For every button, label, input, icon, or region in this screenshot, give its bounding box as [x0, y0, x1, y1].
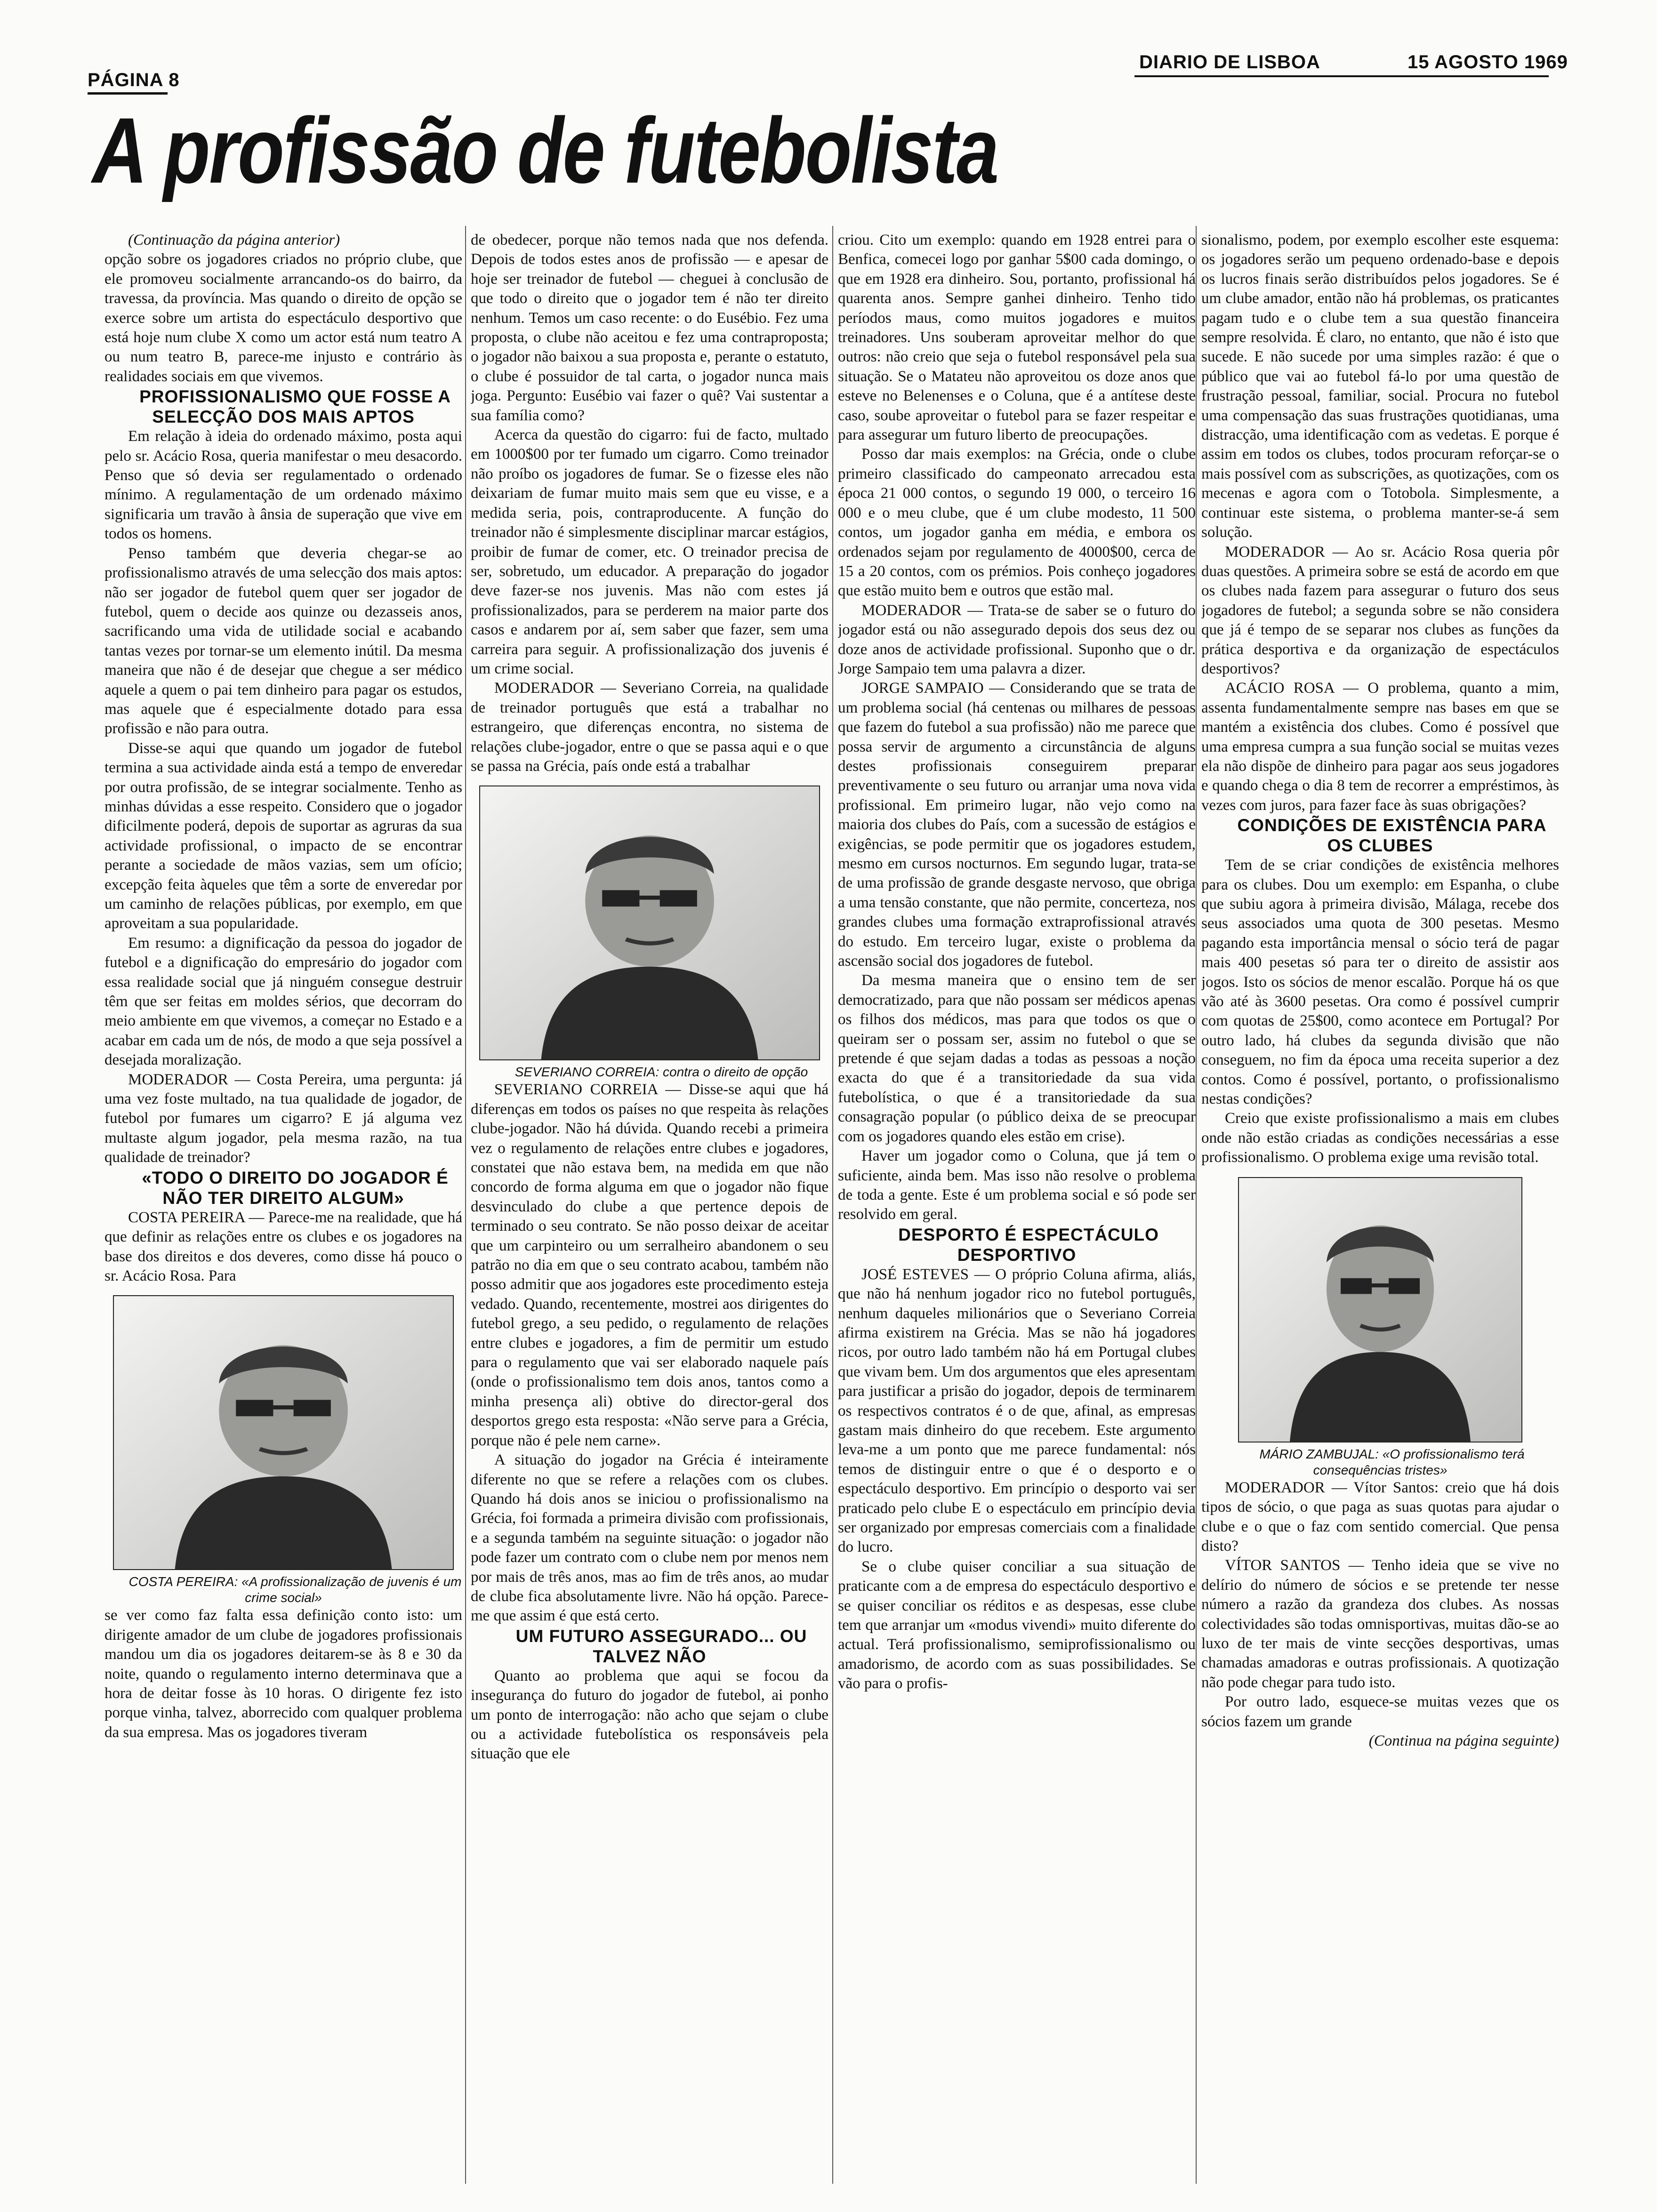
section-subheading: «TODO O DIREITO DO JOGADOR É NÃO TER DIREITO ALGUM» — [142, 1168, 449, 1208]
article-paragraph: MODERADOR — Costa Pereira, uma pergunta: já uma vez foste multado, na tua qualidade de jogador, de futebol por fumares um cigarro? E já alguma vez multaste algum jogador, pela mesma razão, na tua qualidade de treinador? — [105, 1071, 462, 1166]
article-paragraph: A situação do jogador na Grécia é inteiramente diferente no que se refere a relações com os clubes. Quando há dois anos se iniciou o profissionalismo na Grécia, foi formada a primeira divisão com profissionais, e a segunda também na seguinte situação: o jogador não pode fazer um contrato com o clube nem por menos nem por mais de três anos, mas ao fim de três anos, ao mudar de clube fica absolutamente livre. Não há opção. Parece-me que assim é que está certo. — [471, 1451, 828, 1625]
article-paragraph: MODERADOR — Severiano Correia, na qualidade de treinador português que está a trabalhar no estrangeiro, que diferenças encontra, no sistema de relações clube-jogador, entre o que se passa aqui e o que se passa na Grécia, país onde está a trabalhar — [471, 680, 828, 775]
column-divider — [465, 226, 466, 2184]
photo-caption: SEVERIANO CORREIA: contra o direito de opção — [515, 1065, 808, 1080]
article-paragraph: MODERADOR — Trata-se de saber se o futuro do jogador está ou não assegurado depois dos seus dez ou doze anos de actividade profissional. Suponho que o dr. Jorge Sampaio tem uma palavra a dizer. — [838, 601, 1196, 677]
article-paragraph: Quanto ao problema que aqui se focou da insegurança do futuro do jogador de futebol, ai ponho um ponto de interrogação: não acho que sejam o clube ou a actividade futebolística os responsáveis pela situação que ele — [471, 1667, 828, 1763]
article-paragraph: Em resumo: a dignificação da pessoa do jogador de futebol e a dignificação do empresário do jogador com essa realidade social que já ninguém consegue destruir têm que ser feitas em moldes sérios, que decorram do meio ambiente em que vivemos, a começar no Estado e a acabar em cada um de nós, de modo a que seja possível a desejada moralização. — [105, 934, 462, 1069]
costa-pereira-photo — [113, 1295, 454, 1570]
article-paragraph: MODERADOR — Ao sr. Acácio Rosa queria pôr duas questões. A primeira sobre se está de acordo em que os clubes nada fazem para assegurar o futuro dos seus jogadores de futebol; a segunda sobre se não considera que já é tempo de se separar nos clubes as funções da prática desportiva e da organização de espectáculos desportivos? — [1201, 543, 1559, 677]
article-paragraph: Tem de se criar condições de existência melhores para os clubes. Dou um exemplo: em Espanha, o clube que subiu agora à primeira divisão, Málaga, recebe dos seus associados uma quota de 300 pesetas. Mesmo pagando esta importância mensal o sócio terá de pagar mais 400 pesetas só para ter o direito de assistir aos jogos. Isto os sócios de menor escalão. Porque há os que vão até às 3600 pesetas. Ora como é possível cumprir com quotas de 25$00, como acontece em Portugal? Por outro lado, há clubes da segunda divisão que não conseguem, no fim da época uma receita superior a dez contos. Como é possível, portanto, o profissionalismo nestas condições? — [1201, 857, 1559, 1108]
article-paragraph: COSTA PEREIRA — Parece-me na realidade, que há que definir as relações entre os clubes e os jogadores na base dos direitos e dos deveres, como disse há pouco o sr. Acácio Rosa. Para — [105, 1209, 462, 1284]
issue-date: 15 AGOSTO 1969 — [1408, 52, 1568, 72]
article-paragraph: Da mesma maneira que o ensino tem de ser democratizado, para que não possam ser médicos apenas os filhos dos médicos, mas para que todos os que o queiram ser o possam ser, assim no futebol o que se pretende é que sejam dadas a todas as pessoas a noção exacta do que é a transitoriedade da sua vida futebolística, o que é a transitoriedade da sua consagração popular (o público deixa de se preocupar com os jogadores quando eles estão em crise). — [838, 972, 1196, 1145]
section-subheading: CONDIÇÕES DE EXISTÊNCIA PARA OS CLUBES — [1237, 816, 1547, 856]
article-paragraph: JORGE SAMPAIO — Considerando que se trata de um problema social (há centenas ou milhares de pessoas que fazem do futebol a sua profissão) não me parece que possa servir de argumento a circunstância de alguns destes profissionais conseguirem preparar preventivamente o seu futuro ou arranjar uma nova vida profissional. Em primeiro lugar, não vejo como na maioria dos clubes do País, com a sucessão de estágios e exigências, se pode permitir que os jogadores estudem, mesmo em cursos nocturnos. Em segundo lugar, trata-se de uma profissão de grande desgaste nervoso, que obriga a uma tensão constante, que não permite, concerteza, nos grandes clubes uma formação extraprofissional através do estudo. Em terceiro lugar, existe o problema da ascensão social dos jogadores de futebol. — [838, 680, 1196, 970]
section-subheading: UM FUTURO ASSEGURADO... OU TALVEZ NÃO — [515, 1626, 807, 1666]
article-paragraph: Em relação à ideia do ordenado máximo, posta aqui pelo sr. Acácio Rosa, queria manifestar o meu desacordo. Penso que só devia ser regulamentado o ordenado mínimo. A regulamentação de um ordenado máximo significaria um travão à ânsia de superação que vive em todos os homens. — [105, 428, 462, 543]
header-rule — [1134, 75, 1549, 77]
column-divider — [1196, 226, 1197, 2184]
article-paragraph: se ver como faz falta essa definição conto isto: um dirigente amador de um clube de jogadores profissionais mandou um dia os jogadores deitarem-se às 8 e 30 da noite, quando o regulamento interno determinava que a hora de deitar fosse às 10 horas. O dirigente fez isto porque vinha, talvez, aborrecido com qualquer problema da sua empresa. Mas os jogadores tiveram — [105, 1607, 462, 1741]
article-paragraph: MODERADOR — Vítor Santos: creio que há dois tipos de sócio, o que paga as suas quotas para ajudar o clube e o que o faz com sentido comercial. Que pensa disto? — [1201, 1479, 1559, 1555]
continuation-note: (Continua na página seguinte) — [1368, 1732, 1559, 1749]
article-paragraph: ACÁCIO ROSA — O problema, quanto a mim, assenta fundamentalmente sempre nas bases em que se mantém a existência dos clubes. Como é possível que uma empresa cumpra a sua função social se muitas vezes ela não dispõe de dinheiro para pagar aos seus jogadores e quando chega o dia 8 tem de recorrer a empréstimos, às vezes com juros, para fazer face às suas obrigações? — [1201, 680, 1559, 814]
article-paragraph: SEVERIANO CORREIA — Disse-se aqui que há diferenças em todos os países no que respeita às relações clube-jogador. Não há dúvida. Quando recebi a primeira vez o regulamento de relações entre clubes e jogadores, constatei que não estava bem, na medida em que não concordo de forma alguma em que o jogador não fique desvinculado do clube a que pertence depois de terminado o seu contrato. Se não posso deixar de aceitar que um carpinteiro ou um serralheiro abandonem o seu patrão no dia em que o seu contrato acabou, também não posso admitir que aos jogadores este procedimento esteja vedado. Quando, recentemente, mostrei aos dirigentes do futebol grego, a seu pedido, o regulamento de relações entre clubes e jogadores, a fim de permitir um estudo para o regulamento que vai ser elaborado naquele país (onde o profissionalismo tem dois anos, tantos como a minha presença ali) obtive do director-geral dos desportos grego esta resposta: «Não serve para a Grécia, porque não é pele nem carne». — [471, 1081, 828, 1449]
article-paragraph: Haver um jogador como o Coluna, que já tem o suficiente, ainda bem. Mas isso não resolve o problema de toda a gente. Este é um problema social e só pode ser resolvido em geral. — [838, 1147, 1196, 1223]
mario-zambujal-photo — [1238, 1177, 1522, 1443]
continuation-note: (Continuação da página anterior) — [128, 232, 340, 248]
column-divider — [832, 226, 833, 2184]
page-number-underline — [88, 92, 168, 95]
article-paragraph: JOSÉ ESTEVES — O próprio Coluna afirma, aliás, que não há nenhum jogador rico no futebol português, nenhum daqueles milionários que o Severiano Correia afirma existirem na Grécia. Mas se não há jogadores ricos, por outro lado também não há em Portugal clubes que vivam bem. Um dos argumentos que eles apresentam para justificar a prisão do jogador, depois de terminarem os respectivos contratos é o de que, afinal, as empresas gastam mais dinheiro do que recebem. Este argumento leva-me a um ponto que me parece fundamental: nós temos de distinguir entre o que é o desporto e o espectáculo desportivo. Em princípio o desporto vai ser praticado pelo clube E o espectáculo em princípio devia ser organizado por empresas comerciais com a finalidade do lucro. — [838, 1266, 1196, 1556]
article-paragraph: Posso dar mais exemplos: na Grécia, onde o clube primeiro classificado do campeonato arrecadou esta época 21 000 contos, o segundo 19 000, o terceiro 16 000 e o meu clube, que é um clube modesto, 11 500 contos, um jogador ganha em média, e embora os ordenados sejam por regulamento de 4000$00, cerca de 15 a 20 contos, com os prémios. Pois conheço jogadores que estão muito bem e outros que estão mal. — [838, 446, 1196, 600]
column-1 — [105, 231, 462, 2188]
article-paragraph: VÍTOR SANTOS — Tenho ideia que se vive no delírio do número de sócios e se pretende ter nesse número a razão da grandeza dos clubes. As nossas colectividades são todas omnisportivas, muitas dão-se ao luxo de ter mais de vinte secções desportivas, umas chamadas amadoras e outras profissionais. A quotização não pode chegar para tudo isto. — [1201, 1557, 1559, 1691]
article-paragraph: Creio que existe profissionalismo a mais em clubes onde não estão criadas as condições necessárias a esse profissionalismo. O problema exige uma revisão total. — [1201, 1110, 1559, 1166]
article-paragraph: Se o clube quiser conciliar a sua situação de praticante com a de empresa do espectáculo desportivo e se quiser conciliar os réditos e as despesas, esse clube tem que arranjar um «modus vivendi» muito diferente do actual. Terá profissionalismo, semiprofissionalismo ou amadorismo, de acordo com as suas possibilidades. Se vão para o profis- — [838, 1558, 1196, 1692]
column-2 — [471, 231, 828, 2188]
article-paragraph: Penso também que deveria chegar-se ao profissionalismo através de uma selecção dos mais aptos: não ser jogador de futebol quem quer ser jogador de futebol, quem o decide aos quinze ou dezasseis anos, sacrificando uma vida de utilidade social e acabando tantas vezes por tornar-se um elemento inútil. Da mesma maneira que não é de desejar que chegue a ser médico aquele a quem o pai tem dinheiro para pagar os estudos, mas aquele que é especialmente dotado para essa profissão e não para outra. — [105, 545, 462, 737]
section-subheading: PROFISSIONALISMO QUE FOSSE A SELECÇÃO DOS MAIS APTOS — [139, 387, 451, 427]
page-number: PÁGINA 8 — [88, 70, 180, 90]
article-paragraph: Por outro lado, esquece-se muitas vezes que os sócios fazem um grande — [1201, 1693, 1559, 1730]
article-paragraph: sionalismo, podem, por exemplo escolher este esquema: os jogadores serão um pequeno ordenado-base e depois os lucros finais serão distribuídos pelos jogadores. Se é um clube amador, então não há problemas, os praticantes pagam tudo e o clube tem a sua questão financeira sempre resolvida. É claro, no entanto, que não é isto que sucede. E não sucede por uma simples razão: é que o público que vai ao futebol fá-lo por uma questão de frustração pessoal, familiar, social. Procura no futebol uma compensação das suas frustrações quotidianas, uma distracção, uma identificação com as vedetas. E porque é assim em todos os clubes, todos procuram reforçar-se o mais possível com as subscrições, as quotizações, com os mecenas e agora com o Totobola. Simplesmente, a continuar este sistema, o problema manter-se-á sem solução. — [1201, 232, 1559, 541]
article-paragraph: opção sobre os jogadores criados no próprio clube, que ele promoveu socialmente arrancando-os do bairro, da travessa, da província. Mas quando o direito de opção se exerce sobre um artista do espectáculo desportivo que está hoje num clube X como um actor está num teatro A ou num teatro B, parece-me injusto e contrário às realidades sociais em que vivemos. — [105, 251, 462, 385]
article-paragraph: Acerca da questão do cigarro: fui de facto, multado em 1000$00 por ter fumado um cigarro. Como treinador não proíbo os jogadores de fumar. Se o fizesse eles não deixariam de fumar muito mais sem que eu visse, e a medida seria, pois, contraproducente. A função do treinador não é simplesmente disciplinar marcar estágios, proibir de fumar de comer, etc. O treinador precisa de ser, sobretudo, um educador. A preparação do jogador deve fazer-se nos juvenis. Mas não com estes já profissionalizados, para se perderem na maior parte dos casos e andarem por aí, sem saber que fazer, sem uma carreira para seguir. A profissionalização dos juvenis é um crime social. — [471, 426, 828, 677]
column-3 — [838, 231, 1196, 2188]
newspaper-name: DIARIO DE LISBOA — [1139, 52, 1320, 72]
severiano-correia-photo — [479, 785, 820, 1060]
photo-caption: MÁRIO ZAMBUJAL: «O profissionalismo terá consequências tristes» — [1259, 1446, 1525, 1477]
column-4 — [1201, 231, 1559, 2188]
section-subheading: DESPORTO É ESPECTÁCULO DESPORTIVO — [898, 1225, 1159, 1265]
article-paragraph: de obedecer, porque não temos nada que nos defenda. Depois de todos estes anos de profissão — e apesar de hoje ser treinador de futebol — cheguei à conclusão de que todo o direito que o jogador tem é não ter direito nenhum. Temos um caso recente: o do Eusébio. Fez uma proposta, o clube não aceitou e fez uma contraproposta; o jogador não baixou a sua proposta e, perante o estatuto, o clube é possuidor de tal carta, o jogador nunca mais joga. Pergunto: Eusébio vai fazer o quê? Vai sustentar a sua família como? — [471, 232, 828, 424]
headline: A profissão de futebolista — [92, 98, 998, 202]
article-paragraph: criou. Cito um exemplo: quando em 1928 entrei para o Benfica, comecei logo por ganhar 5$00 cada domingo, o que em 1928 era dinheiro. Sou, portanto, profissional há quarenta anos. Sempre ganhei dinheiro. Tenho tido períodos maus, como muitos jogadores e muitos treinadores. Uns souberam aproveitar melhor do que outros: não creio que seja o futebol responsável pela sua situação. Se o Matateu não aproveitou os doze anos que esteve no Belenenses e o Coluna, que é a antítese deste caso, soube aproveitar o futebol para se fazer respeitar e para assegurar um futuro liberto de preocupações. — [838, 232, 1196, 444]
article-paragraph: Disse-se aqui que quando um jogador de futebol termina a sua actividade ainda está a tempo de enveredar por outra profissão, de se integrar socialmente. Tenho as minhas dúvidas a esse respeito. Considero que o jogador dificilmente poderá, depois de suportar as agruras da sua actividade profissional, o impacto de se encontrar perante a sociedade de mãos vazias, sem um ofício; excepção feita àqueles que têm a sorte de enveredar por um caminho de relações públicas, por exemplo, em que aproveitam a sua popularidade. — [105, 739, 462, 932]
photo-caption: COSTA PEREIRA: «A profissionalização de juvenis é um crime social» — [129, 1574, 462, 1605]
